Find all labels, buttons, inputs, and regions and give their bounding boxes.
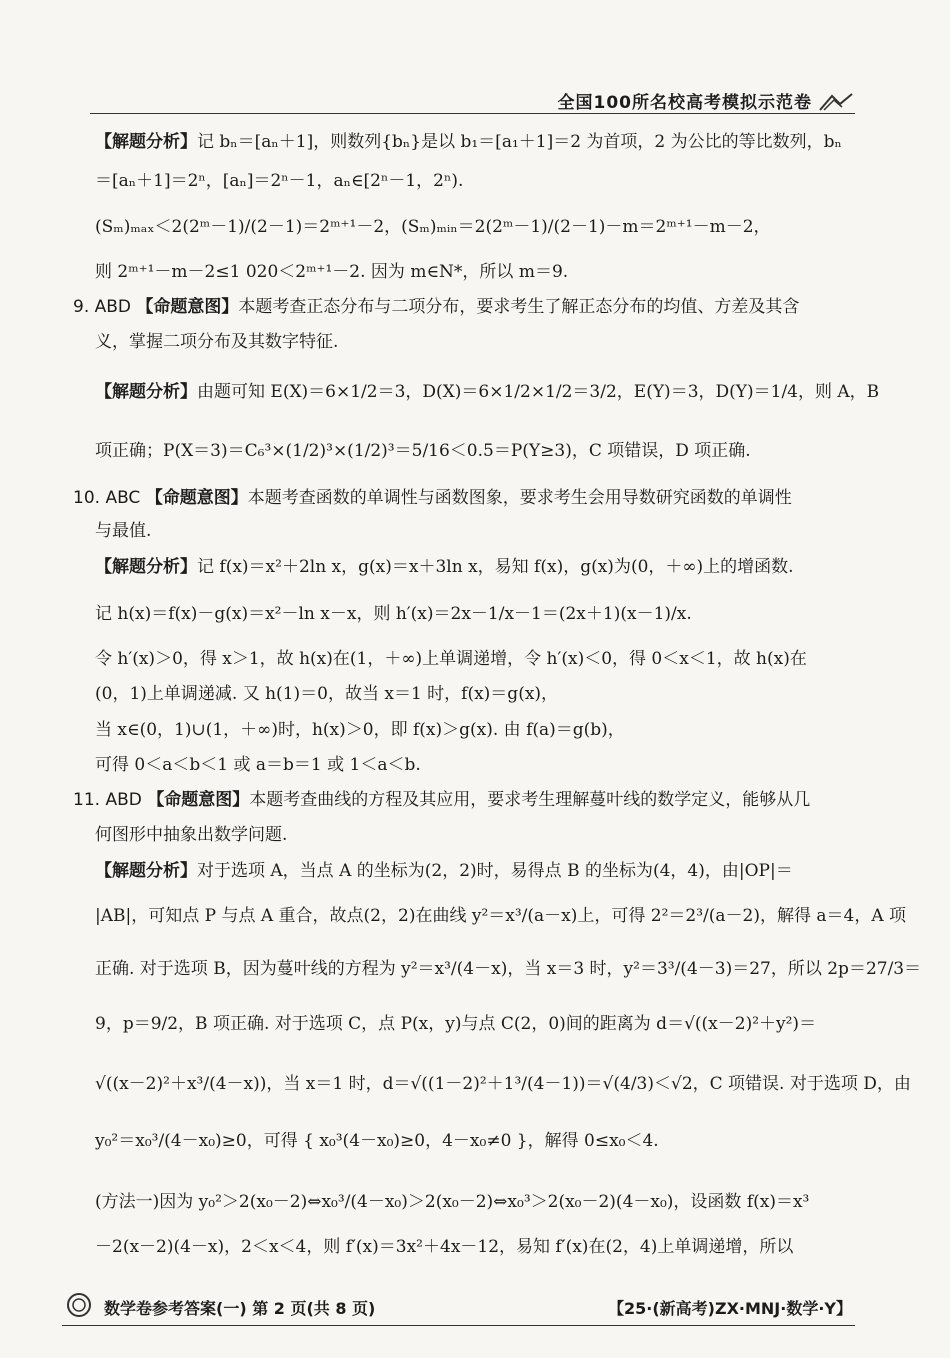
q9-number: 9. ABD (73, 297, 132, 317)
q11-method1-line-2: －2(x－2)(4－x)，2＜x＜4，则 f′(x)＝3x²＋4x－12，易知 f′(x)在(2，4)上单调递增，所以 (95, 1237, 794, 1258)
q9-intent-line-1: 9. ABD 【命题意图】本题考查正态分布与二项分布，要求考生了解正态分布的均值、方差及其含 (73, 297, 800, 317)
footer-rule (62, 1325, 855, 1326)
series-title: 全国100所名校高考模拟示范卷 (557, 93, 812, 113)
intent-label: 【命题意图】 (147, 790, 250, 810)
analysis-label: 【解题分析】 (95, 860, 197, 881)
q11-analysis-line-2: |AB|，可知点 P 与点 A 重合，故点(2，2)在曲线 y²＝x³/(a－x)上，可得 2²＝2³/(a－2)，解得 a＝4，A 项 (95, 905, 907, 926)
q11-method1-line-1: (方法一)因为 y₀²＞2(x₀－2)⇔x₀³/(4－x₀)＞2(x₀－2)⇔x₀³＞2(x₀－2)(4－x₀)，设函数 f(x)＝x³ (95, 1192, 810, 1212)
q8-analysis-line-2: ＝[aₙ＋1]＝2ⁿ，[aₙ]＝2ⁿ－1，aₙ∈[2ⁿ－1，2ⁿ). (95, 171, 464, 192)
footer-exam-code: 【25·(新高考)ZX·MNJ·数学·Y】 (608, 1299, 852, 1318)
q9-analysis-line-1: 【解题分析】由题可知 E(X)＝6×1/2＝3，D(X)＝6×1/2×1/2＝3/2，E(Y)＝3，D(Y)＝1/4，则 A，B (95, 381, 880, 402)
q8-analysis-line-4: 则 2ᵐ⁺¹－m－2≤1 020＜2ᵐ⁺¹－2. 因为 m∈N*，所以 m＝9. (95, 261, 569, 282)
q10-analysis-line-4: (0，1)上单调递减. 又 h(1)＝0，故当 x＝1 时，f(x)＝g(x)， (95, 684, 559, 705)
q9-intent-line-2: 义，掌握二项分布及其数字特征. (95, 332, 339, 353)
q11-analysis-line-1: 【解题分析】对于选项 A，当点 A 的坐标为(2，2)时，易得点 B 的坐标为(4，4)，由|OP|＝ (95, 860, 793, 881)
q9-analysis-line-2: 项正确；P(X＝3)＝C₆³×(1/2)³×(1/2)³＝5/16＜0.5＝P(Y≥3)，C 项错误，D 项正确. (95, 440, 751, 461)
analysis-label: 【解题分析】 (95, 132, 197, 152)
q11-number: 11. ABD (73, 790, 142, 810)
q11-analysis-line-5: √((x－2)²＋x³/(4－x))，当 x＝1 时，d＝√((1－2)²＋1³/(4－1))＝√(4/3)＜√2，C 项错误. 对于选项 D，由 (95, 1073, 911, 1094)
intent-label: 【命题意图】 (136, 297, 239, 317)
q10-intent-line-1: 10. ABC 【命题意图】本题考查函数的单调性与函数图象，要求考生会用导数研究函数的单调性 (73, 488, 792, 508)
q10-analysis-line-1: 【解题分析】记 f(x)＝x²＋2ln x，g(x)＝x＋3ln x，易知 f(x)，g(x)为(0，＋∞)上的增函数. (95, 556, 794, 577)
q11-intent-line-2: 何图形中抽象出数学问题. (95, 825, 288, 846)
q11-analysis-line-4: 9，p＝9/2，B 项正确. 对于选项 C，点 P(x，y)与点 C(2，0)间的距离为 d＝√((x－2)²＋y²)＝ (95, 1014, 817, 1035)
q10-analysis-line-3: 令 h′(x)＞0，得 x＞1，故 h(x)在(1，＋∞)上单调递增，令 h′(x)＜0，得 0＜x＜1，故 h(x)在 (95, 649, 807, 669)
header-rule (90, 113, 855, 114)
q11-analysis-line-6: y₀²＝x₀³/(4－x₀)≥0，可得 { x₀³(4－x₀)≥0，4－x₀≠0 }，解得 0≤x₀＜4. (95, 1130, 659, 1151)
q8-analysis-line-3: (Sₘ)ₘₐₓ＜2(2ᵐ－1)/(2－1)＝2ᵐ⁺¹－2，(Sₘ)ₘᵢₙ＝2(2ᵐ－1)/(2－1)－m＝2ᵐ⁺¹－m－2， (95, 216, 771, 237)
footer-page-info: 数学卷参考答案(一) 第 2 页(共 8 页) (104, 1299, 376, 1318)
seal-icon (66, 1292, 92, 1318)
answer-content (73, 122, 922, 1259)
q10-analysis-line-2: 记 h(x)＝f(x)－g(x)＝x²－ln x－x，则 h′(x)＝2x－1/x－1＝(2x＋1)(x－1)/x. (95, 603, 692, 624)
analysis-label: 【解题分析】 (95, 381, 197, 402)
mountain-logo-icon (818, 90, 854, 112)
q11-intent-line-1: 11. ABD 【命题意图】本题考查曲线的方程及其应用，要求考生理解蔓叶线的数学定义，能够从几 (73, 790, 811, 810)
q10-analysis-line-5: 当 x∈(0，1)∪(1，＋∞)时，h(x)＞0，即 f(x)＞g(x). 由 f(a)＝g(b)， (95, 719, 625, 740)
q10-intent-line-2: 与最值. (95, 521, 152, 542)
intent-label: 【命题意图】 (145, 488, 248, 508)
q11-analysis-line-3: 正确. 对于选项 B，因为蔓叶线的方程为 y²＝x³/(4－x)，当 x＝3 时，y²＝3³/(4－3)＝27，所以 2p＝27/3＝ (95, 959, 922, 979)
q10-number: 10. ABC (73, 488, 141, 508)
q8-analysis-line-1: 【解题分析】记 bₙ＝[aₙ＋1]，则数列{bₙ}是以 b₁＝[a₁＋1]＝2 为首项，2 为公比的等比数列，bₙ (95, 132, 842, 152)
q10-analysis-line-6: 可得 0＜a＜b＜1 或 a＝b＝1 或 1＜a＜b. (95, 754, 421, 775)
analysis-label: 【解题分析】 (95, 556, 197, 577)
